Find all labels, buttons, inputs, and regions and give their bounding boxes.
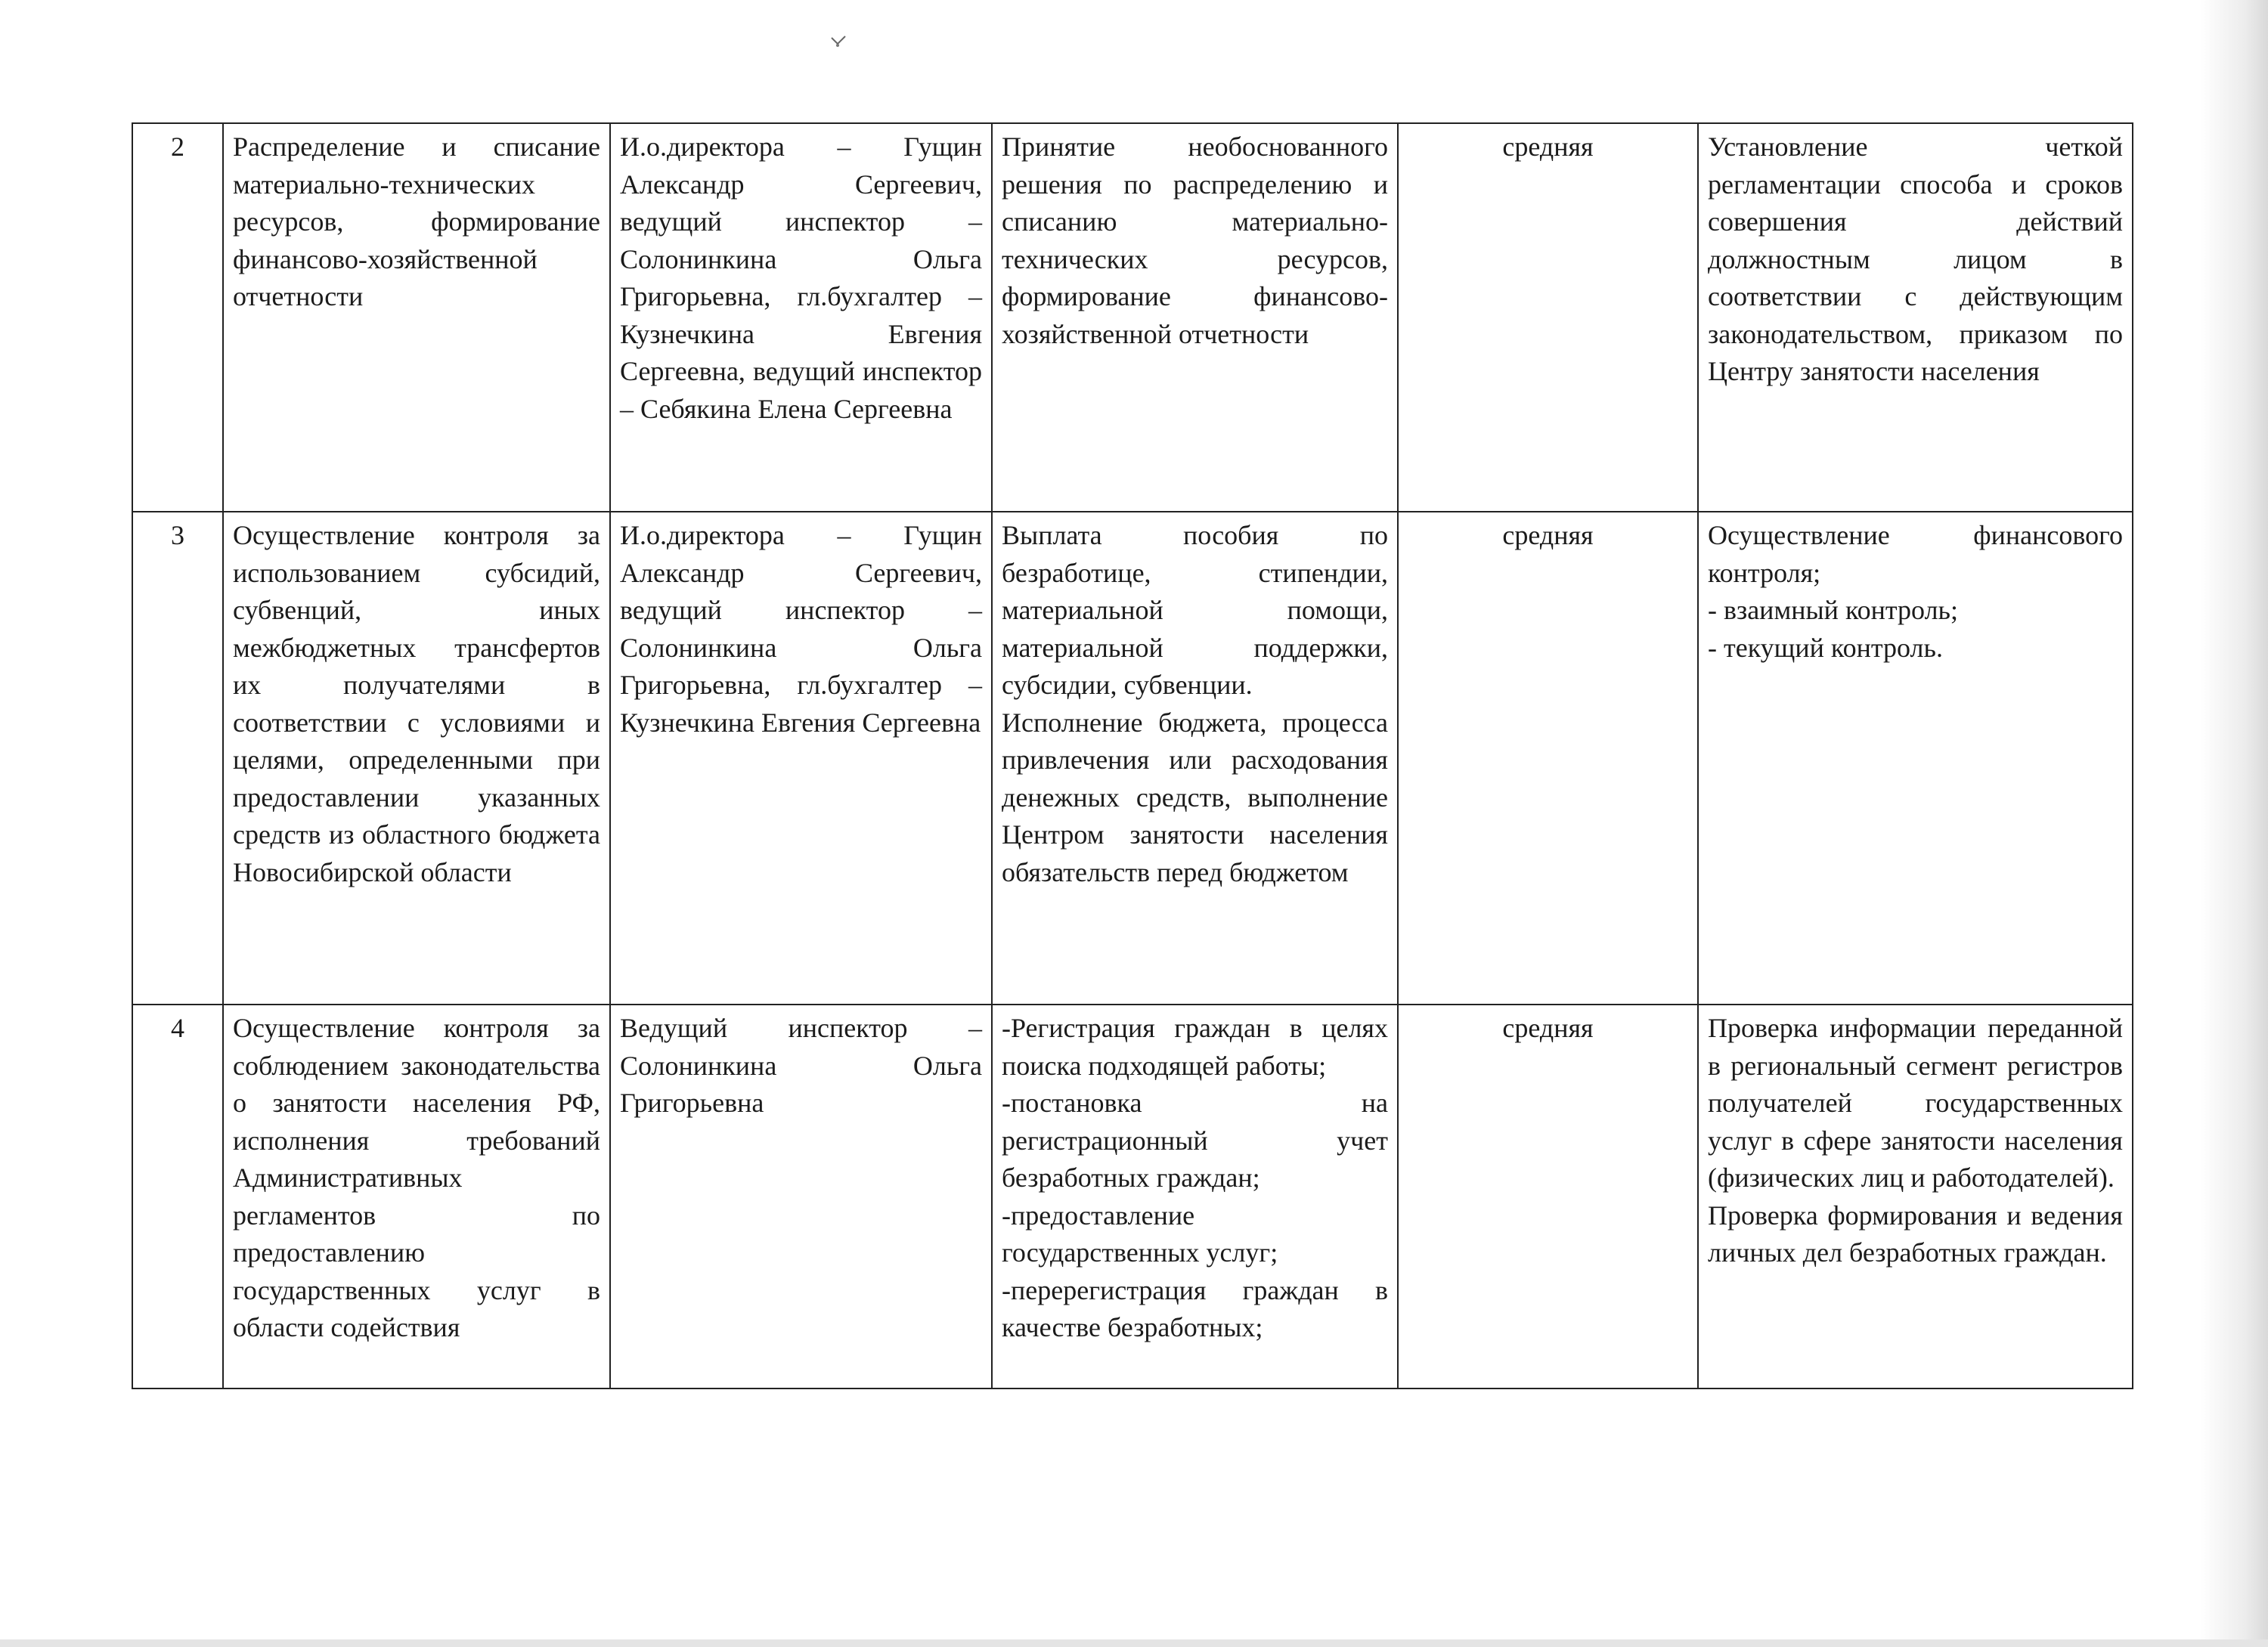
- table-row: [132, 512, 2133, 1005]
- risk-level-cell: средняя: [1398, 1005, 1698, 1388]
- risk-description-line: Исполнение бюджета, процесса привлечения или расходования денежных средств, выполнение Центром занятости населения обязательств перед бюджетом: [1002, 707, 1388, 887]
- measures-line: Проверка формирования и ведения личных дел безработных граждан.: [1708, 1200, 2123, 1268]
- row-number-cell: 2: [132, 123, 223, 512]
- table-row: [132, 123, 2133, 512]
- responsible-cell: Ведущий инспектор – Солонинкина Ольга Григорьевна: [610, 1005, 992, 1388]
- corruption-risk-table: [132, 122, 2133, 1389]
- process-cell: Осуществление контроля за соблюдением законодательства о занятости населения РФ, исполнения требований Административных регламентов по предоставлению государственных услуг в области содействия: [223, 1005, 610, 1388]
- risk-description-cell: [992, 1005, 1398, 1388]
- measures-line: - текущий контроль.: [1708, 632, 1943, 663]
- responsible-cell: И.о.директора – Гущин Александр Сергеевич, ведущий инспектор – Солонинкина Ольга Григорьевна, гл.бухгалтер – Кузнечкина Евгения Сергеевна: [610, 512, 992, 1005]
- risk-level-cell: средняя: [1398, 512, 1698, 1005]
- measures-line: - взаимный контроль;: [1708, 595, 1958, 625]
- risk-description-line: -Регистрация граждан в целях поиска подходящей работы;: [1002, 1013, 1388, 1081]
- table-row: [132, 1005, 2133, 1388]
- risk-table-container: [132, 122, 2132, 1389]
- measures-cell: Установление четкой регламентации способа и сроков совершения действий должностным лицом в соответствии с действующим законодательством, приказом по Центру занятости населения: [1698, 123, 2133, 512]
- scan-artifact-mark: [830, 35, 847, 48]
- row-number-cell: 3: [132, 512, 223, 1005]
- risk-description-line: Выплата пособия по безработице, стипендии, материальной помощи, материальной поддержки, субсидии, субвенции.: [1002, 520, 1388, 700]
- measures-cell: [1698, 512, 2133, 1005]
- measures-line: Проверка информации переданной в региональный сегмент регистров получателей государственных услуг в сфере занятости населения (физических лиц и работодателей).: [1708, 1013, 2123, 1193]
- risk-description-line: -предоставление государственных услуг;: [1002, 1200, 1278, 1268]
- risk-description-cell: Принятие необоснованного решения по распределению и списанию материально-технических ресурсов, формирование финансово-хозяйственной отчетности: [992, 123, 1398, 512]
- risk-level-cell: средняя: [1398, 123, 1698, 512]
- process-cell: Распределение и списание материально-технических ресурсов, формирование финансово-хозяйственной отчетности: [223, 123, 610, 512]
- row-number-cell: 4: [132, 1005, 223, 1388]
- measures-line: Осуществление финансового контроля;: [1708, 520, 2123, 588]
- risk-description-line: -постановка на регистрационный учет безработных граждан;: [1002, 1088, 1388, 1193]
- page-bottom-edge: [0, 1639, 2268, 1647]
- responsible-cell: И.о.директора – Гущин Александр Сергеевич, ведущий инспектор – Солонинкина Ольга Григорьевна, гл.бухгалтер – Кузнечкина Евгения Сергеевна, ведущий инспектор – Себякина Елена Сергеевна: [610, 123, 992, 512]
- process-cell: Осуществление контроля за использованием субсидий, субвенций, иных межбюджетных трансфертов их получателями в соответствии с условиями и целями, определенными при предоставлении указанных средств из областного бюджета Новосибирской области: [223, 512, 610, 1005]
- risk-description-cell: [992, 512, 1398, 1005]
- measures-cell: [1698, 1005, 2133, 1388]
- risk-description-line: -перерегистрация граждан в качестве безработных;: [1002, 1274, 1388, 1342]
